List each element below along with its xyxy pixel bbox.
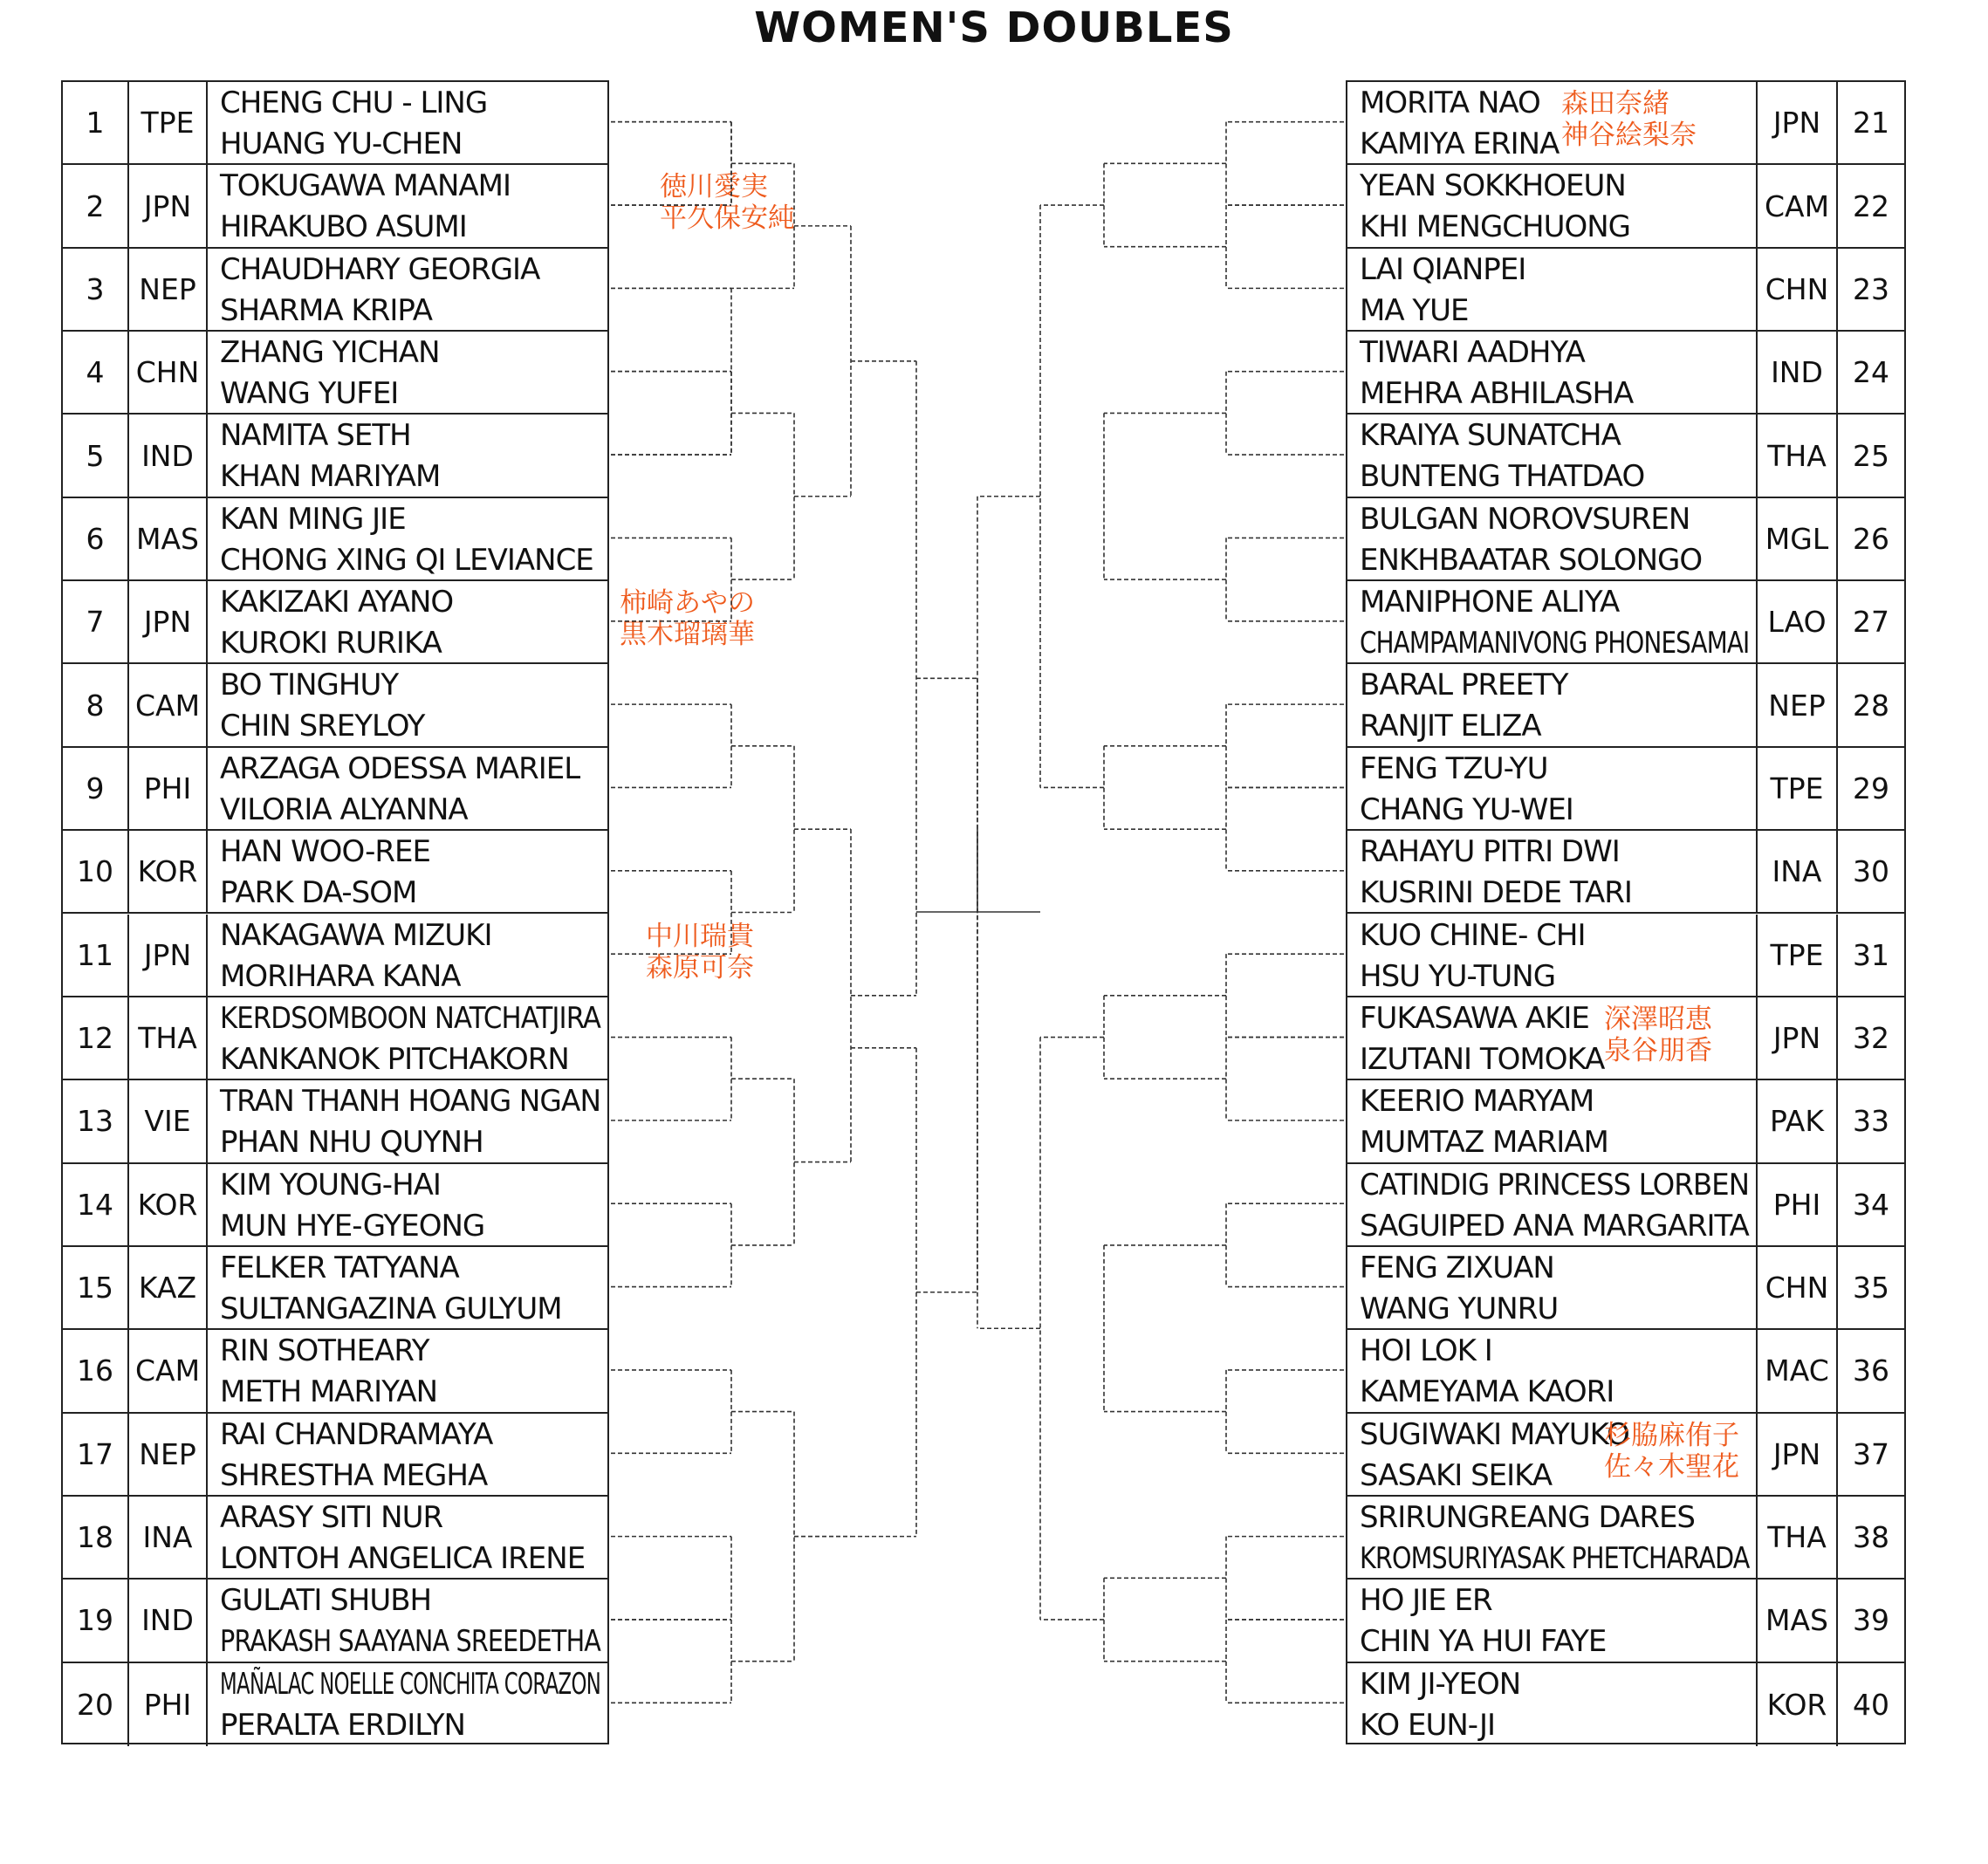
player-name: RAHAYU PITRI DWI [1360, 834, 1620, 870]
player-name: KAMEYAMA KAORI [1360, 1374, 1614, 1410]
player-name: PRAKASH SAAYANA SREEDETHA [220, 1624, 601, 1660]
player-name: METH MARIYAN [220, 1374, 438, 1410]
country-code: NEP [1758, 664, 1838, 745]
player-name: CHIN YA HUI FAYE [1360, 1624, 1607, 1660]
player-name: SRIRUNGREANG DARES [1360, 1499, 1696, 1535]
seed-number: 29 [1853, 771, 1889, 805]
seed-number: 35 [1853, 1271, 1889, 1305]
country-code: CHN [129, 332, 208, 413]
japanese-name-annotation: 黒木瑠璃華 [620, 619, 755, 651]
player-name: SHRESTHA MEGHA [220, 1457, 488, 1493]
player-name: IZUTANI TOMOKA [1360, 1041, 1605, 1077]
player-name: FENG TZU-YU [1360, 750, 1548, 786]
player-name: ARASY SITI NUR [220, 1499, 443, 1535]
player-name: YEAN SOKKHOEUN [1360, 168, 1626, 204]
country-code: THA [1758, 1497, 1838, 1578]
country-code: KOR [129, 1164, 208, 1245]
country-code: NEP [129, 1414, 208, 1495]
player-name: KERDSOMBOON NATCHATJIRA [220, 1000, 601, 1036]
country-code: CAM [1758, 165, 1838, 246]
player-name: CHONG XING QI LEVIANCE [220, 542, 593, 578]
player-name: KUSRINI DEDE TARI [1360, 875, 1632, 911]
player-name: MANIPHONE ALIYA [1360, 585, 1620, 620]
seed-number: 36 [1853, 1353, 1889, 1388]
player-name: VILORIA ALYANNA [220, 792, 468, 827]
player-name: ENKHBAATAR SOLONGO [1360, 542, 1703, 578]
country-code: VIE [129, 1080, 208, 1162]
player-name: CHANG YU-WEI [1360, 792, 1573, 827]
seed-number: 13 [63, 1080, 129, 1162]
japanese-name-annotation: 深澤昭恵 [1604, 1003, 1712, 1035]
country-code: KOR [129, 831, 208, 912]
player-name: BO TINGHUY [220, 668, 399, 703]
seed-number: 23 [1853, 271, 1889, 306]
player-name: SASAKI SEIKA [1360, 1457, 1553, 1493]
player-name: KROMSURIYASAK PHETCHARADA [1360, 1540, 1750, 1576]
country-code: PHI [129, 748, 208, 829]
player-name: MUN HYE-GYEONG [220, 1208, 485, 1244]
player-name: MUMTAZ MARIAM [1360, 1125, 1608, 1161]
player-name: KANKANOK PITCHAKORN [220, 1041, 569, 1077]
country-code: JPN [129, 915, 208, 996]
player-name: TOKUGAWA MANAMI [220, 168, 511, 204]
seed-number: 11 [63, 915, 129, 996]
player-name: HSU YU-TUNG [1360, 958, 1556, 994]
player-name: ZHANG YICHAN [220, 335, 440, 371]
japanese-name-annotation: 森原可奈 [646, 951, 754, 983]
player-name: KEERIO MARYAM [1360, 1084, 1594, 1120]
seed-number: 9 [63, 748, 129, 829]
player-name: CATINDIG PRINCESS LORBEN [1360, 1167, 1750, 1203]
country-code: TPE [129, 82, 208, 163]
player-name: KUROKI RURIKA [220, 626, 442, 661]
player-name: MA YUE [1360, 292, 1469, 328]
player-name: CHENG CHU - LING [220, 86, 488, 120]
country-code: IND [129, 415, 208, 496]
japanese-name-annotation: 中川瑞貴 [646, 920, 754, 952]
seed-number: 40 [1853, 1687, 1889, 1722]
seed-number: 8 [63, 664, 129, 745]
country-code: MAC [1758, 1330, 1838, 1411]
player-name: HOI LOK I [1360, 1333, 1492, 1369]
player-name: WANG YUFEI [220, 376, 399, 412]
player-name: KRAIYA SUNATCHA [1360, 418, 1621, 454]
player-name: CHIN SREYLOY [220, 709, 425, 744]
country-code: JPN [1758, 1414, 1838, 1495]
player-name: KAN MING JIE [220, 501, 406, 537]
seed-number: 34 [1853, 1187, 1889, 1222]
japanese-name-annotation: 杉脇麻侑子 [1604, 1419, 1739, 1451]
player-name: PARK DA-SOM [220, 875, 417, 911]
player-name: KO EUN-JI [1360, 1707, 1496, 1743]
seed-number: 28 [1853, 688, 1889, 723]
country-code: CHN [1758, 249, 1838, 330]
player-name: MAÑALAC NOELLE CONCHITA CORAZON [220, 1666, 601, 1702]
seed-number: 39 [1853, 1603, 1889, 1638]
seed-number: 22 [1853, 188, 1889, 223]
seed-number: 12 [63, 997, 129, 1079]
country-code: JPN [129, 165, 208, 246]
seed-number: 37 [1853, 1436, 1889, 1471]
country-code: CAM [129, 1330, 208, 1411]
seed-number: 33 [1853, 1104, 1889, 1139]
player-name: FENG ZIXUAN [1360, 1250, 1554, 1285]
japanese-name-annotation: 平久保安純 [660, 202, 795, 235]
seed-number: 26 [1853, 521, 1889, 556]
country-code: JPN [129, 581, 208, 662]
seed-number: 7 [63, 581, 129, 662]
japanese-name-annotation: 森田奈緒 [1561, 88, 1669, 120]
country-code: CAM [129, 664, 208, 745]
country-code: THA [129, 997, 208, 1079]
seed-number: 16 [63, 1330, 129, 1411]
country-code: IND [1758, 332, 1838, 413]
player-name: GULATI SHUBH [220, 1583, 432, 1619]
player-name: CHAUDHARY GEORGIA [220, 251, 540, 287]
player-name: MORITA NAO [1360, 86, 1540, 120]
seed-number: 2 [63, 165, 129, 246]
country-code: TPE [1758, 748, 1838, 829]
country-code: NEP [129, 249, 208, 330]
country-code: KOR [1758, 1663, 1838, 1746]
player-name: TIWARI AADHYA [1360, 335, 1585, 371]
country-code: INA [1758, 831, 1838, 912]
seed-number: 30 [1853, 854, 1889, 889]
seed-number: 25 [1853, 438, 1889, 473]
country-code: CHN [1758, 1247, 1838, 1328]
seed-number: 21 [1853, 106, 1889, 140]
seed-number: 10 [63, 831, 129, 912]
seed-number: 24 [1853, 355, 1889, 390]
player-name: RANJIT ELIZA [1360, 709, 1541, 744]
player-name: NAMITA SETH [220, 418, 411, 454]
page-title: WOMEN'S DOUBLES [754, 3, 1234, 52]
seed-number: 32 [1853, 1021, 1889, 1056]
country-code: MGL [1758, 498, 1838, 579]
player-name: PERALTA ERDILYN [220, 1707, 465, 1743]
seed-number: 38 [1853, 1520, 1889, 1555]
seed-number: 27 [1853, 605, 1889, 640]
player-name: SHARMA KRIPA [220, 292, 432, 328]
seed-number: 3 [63, 249, 129, 330]
country-code: LAO [1758, 581, 1838, 662]
japanese-name-annotation: 徳川愛実 [660, 171, 768, 203]
country-code: PHI [1758, 1164, 1838, 1245]
country-code: MAS [1758, 1580, 1838, 1661]
player-name: SAGUIPED ANA MARGARITA [1360, 1208, 1749, 1244]
player-name: HIRAKUBO ASUMI [220, 209, 467, 245]
player-name: WANG YUNRU [1360, 1291, 1559, 1326]
player-name: NAKAGAWA MIZUKI [220, 917, 492, 953]
player-name: RAI CHANDRAMAYA [220, 1416, 493, 1452]
seed-number: 14 [63, 1164, 129, 1245]
country-code: THA [1758, 415, 1838, 496]
seed-number: 31 [1853, 937, 1889, 972]
player-name: TRAN THANH HOANG NGAN [220, 1084, 601, 1120]
player-name: HO JIE ER [1360, 1583, 1492, 1619]
player-name: KHI MENGCHUONG [1360, 209, 1631, 245]
player-name: LONTOH ANGELICA IRENE [220, 1540, 586, 1576]
seed-number: 6 [63, 498, 129, 579]
player-name: MEHRA ABHILASHA [1360, 376, 1634, 412]
seed-number: 18 [63, 1497, 129, 1578]
player-name: PHAN NHU QUYNH [220, 1125, 483, 1161]
player-name: MORIHARA KANA [220, 958, 461, 994]
country-code: MAS [129, 498, 208, 579]
player-name: KAMIYA ERINA [1360, 127, 1560, 161]
player-name: ARZAGA ODESSA MARIEL [220, 750, 580, 786]
seed-number: 1 [63, 82, 129, 163]
player-name: BARAL PREETY [1360, 668, 1568, 703]
player-name: HAN WOO-REE [220, 834, 431, 870]
country-code: INA [129, 1497, 208, 1578]
country-code: JPN [1758, 997, 1838, 1079]
player-name: KAKIZAKI AYANO [220, 585, 454, 620]
player-name: SULTANGAZINA GULYUM [220, 1291, 562, 1326]
country-code: JPN [1758, 82, 1838, 163]
japanese-name-annotation: 柿崎あやの [620, 587, 755, 620]
player-name: BULGAN NOROVSUREN [1360, 501, 1690, 537]
player-name: KHAN MARIYAM [220, 459, 441, 495]
player-name: RIN SOTHEARY [220, 1333, 429, 1369]
player-name: HUANG YU-CHEN [220, 127, 463, 161]
seed-number: 19 [63, 1580, 129, 1661]
player-name: BUNTENG THATDAO [1360, 459, 1645, 495]
player-name: FELKER TATYANA [220, 1250, 459, 1285]
country-code: TPE [1758, 915, 1838, 996]
player-name: LAI QIANPEI [1360, 251, 1526, 287]
country-code: KAZ [129, 1247, 208, 1328]
player-name: KIM JI-YEON [1360, 1666, 1521, 1702]
player-name: FUKASAWA AKIE [1360, 1000, 1589, 1036]
country-code: PAK [1758, 1080, 1838, 1162]
country-code: IND [129, 1580, 208, 1661]
seed-number: 5 [63, 415, 129, 496]
seed-number: 17 [63, 1414, 129, 1495]
country-code: PHI [129, 1663, 208, 1746]
seed-number: 15 [63, 1247, 129, 1328]
player-name: SUGIWAKI MAYUKO [1360, 1416, 1629, 1452]
seed-number: 4 [63, 332, 129, 413]
japanese-name-annotation: 泉谷朋香 [1604, 1034, 1712, 1066]
player-name: KIM YOUNG-HAI [220, 1167, 441, 1203]
player-name: KUO CHINE- CHI [1360, 917, 1586, 953]
japanese-name-annotation: 佐々木聖花 [1604, 1450, 1739, 1483]
seed-number: 20 [63, 1663, 129, 1746]
japanese-name-annotation: 神谷絵梨奈 [1561, 120, 1697, 151]
player-name: CHAMPAMANIVONG PHONESAMAI [1360, 626, 1750, 661]
